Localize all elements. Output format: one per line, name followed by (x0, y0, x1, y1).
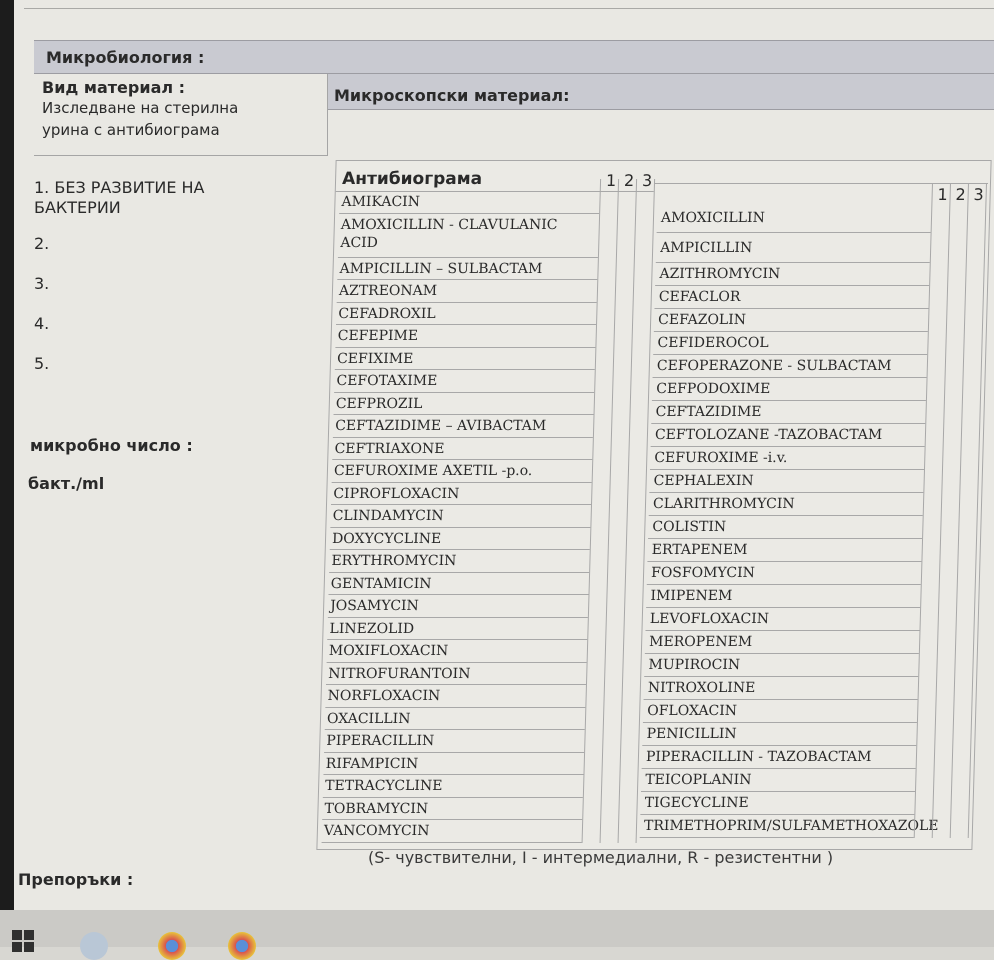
chrome-icon[interactable] (228, 932, 256, 960)
material-label: Вид материал : (42, 78, 186, 97)
microbial-count-label: микробно число : (30, 436, 193, 455)
screen-bezel (0, 0, 14, 947)
antibiotic-right-14: ERTAPENEM (647, 539, 922, 562)
antibiotic-left-6: CEFIXIME (335, 348, 596, 371)
antibiotic-left-9: CEFTAZIDIME – AVIBACTAM (333, 415, 594, 438)
windows-start-icon[interactable] (12, 930, 34, 952)
antibiotic-right-6: CEFOPERAZONE - SULBACTAM (653, 355, 928, 378)
right-col-divider (950, 183, 969, 838)
antibiotic-left-2: AMPICILLIN – SULBACTAM (337, 258, 598, 281)
antibiotic-right-22: PENICILLIN (642, 723, 917, 746)
lab-result-page (14, 0, 994, 910)
result-3: 3. (34, 274, 50, 293)
microscopy-header (328, 74, 994, 110)
antibiotic-right-5: CEFIDEROCOL (653, 332, 928, 355)
antibiotic-left-12: CIPROFLOXACIN (331, 483, 592, 506)
material-cell (34, 74, 328, 156)
antibiotic-right-19: MUPIROCIN (644, 654, 919, 677)
left-col-2-header: 2 (623, 171, 635, 190)
result-1-line1: 1. БЕЗ РАЗВИТИЕ НА (34, 178, 205, 197)
antibiotic-right-11: CEPHALEXIN (649, 470, 924, 493)
antibiotic-right-23: PIPERACILLIN - TAZOBACTAM (642, 746, 917, 769)
right-col-1-header: 1 (937, 185, 949, 204)
antibiotic-right-16: IMIPENEM (646, 585, 921, 608)
antibiotic-left-23: PIPERACILLIN (324, 730, 585, 753)
antibiogram-legend: (S- чувствителни, I - интермедиални, R - резистентни ) (368, 848, 834, 867)
antibiotic-left-16: GENTAMICIN (328, 573, 589, 596)
antibiotic-right-24: TEICOPLANIN (641, 769, 916, 792)
right-header-line (654, 183, 988, 184)
antibiotic-left-8: CEFPROZIL (334, 393, 595, 416)
antibiotic-left-21: NORFLOXACIN (325, 685, 586, 708)
antibiotic-left-14: DOXYCYCLINE (330, 528, 591, 551)
antibiotic-right-10: CEFUROXIME -i.v. (650, 447, 925, 470)
antibiotic-left-5: CEFEPIME (335, 325, 596, 348)
antibiotic-right-21: OFLOXACIN (643, 700, 918, 723)
left-col-3-header: 3 (641, 171, 653, 190)
left-header-line (336, 191, 654, 192)
chrome-icon[interactable] (158, 932, 186, 960)
antibiotic-left-11: CEFUROXIME AXETIL -p.o. (332, 460, 593, 483)
right-col-divider (968, 183, 987, 838)
antibiotic-right-9: CEFTOLOZANE -TAZOBACTAM (651, 424, 926, 447)
antibiotic-left-7: CEFOTAXIME (334, 370, 595, 393)
file-explorer-icon[interactable] (80, 932, 108, 960)
section-title: Микробиология : (46, 48, 205, 67)
antibiotic-right-0: AMOXICILLIN (657, 203, 932, 233)
antibiotic-right-18: MEROPENEM (645, 631, 920, 654)
antibiotic-left-1: AMOXICILLIN - CLAVULANIC ACID (338, 214, 599, 258)
antibiotic-right-4: CEFAZOLIN (654, 309, 929, 332)
microscopy-label: Микроскопски материал: (334, 86, 570, 105)
antibiotic-right-20: NITROXOLINE (644, 677, 919, 700)
antibiotic-left-25: TETRACYCLINE (323, 775, 584, 798)
antibiotic-left-22: OXACILLIN (325, 708, 586, 731)
antibiotic-right-8: CEFTAZIDIME (651, 401, 926, 424)
antibiotic-left-3: AZTREONAM (337, 280, 598, 303)
result-1-line2: БАКТЕРИИ (34, 198, 121, 217)
antibiotic-left-15: ERYTHROMYCIN (329, 550, 590, 573)
antibiotic-left-19: MOXIFLOXACIN (327, 640, 588, 663)
right-col-2-header: 2 (955, 185, 967, 204)
result-4: 4. (34, 314, 50, 333)
material-value-line2: урина с антибиограма (42, 121, 220, 139)
left-col-divider (618, 179, 638, 843)
antibiotic-left-10: CEFTRIAXONE (332, 438, 593, 461)
antibiotic-right-2: AZITHROMYCIN (655, 263, 930, 286)
antibiotic-left-17: JOSAMYCIN (328, 595, 589, 618)
left-col-divider (600, 179, 620, 843)
antibiotic-right-15: FOSFOMYCIN (647, 562, 922, 585)
antibiotic-left-4: CEFADROXIL (336, 303, 597, 326)
antibiotic-left-26: TOBRAMYCIN (322, 798, 583, 821)
recommendations-label: Препоръки : (18, 870, 134, 889)
antibiotic-left-13: CLINDAMYCIN (330, 505, 591, 528)
antibiotic-right-13: COLISTIN (648, 516, 923, 539)
antibiotic-right-1: AMPICILLIN (656, 233, 931, 263)
antibiotic-left-27: VANCOMYCIN (322, 820, 583, 843)
antibiotic-left-0: AMIKACIN (339, 191, 600, 214)
antibiotic-right-7: CEFPODOXIME (652, 378, 927, 401)
material-value-line1: Изследване на стерилна (42, 99, 239, 117)
antibiotic-left-18: LINEZOLID (327, 618, 588, 641)
antibiotic-left-20: NITROFURANTOIN (326, 663, 587, 686)
top-divider (24, 0, 994, 9)
bacteria-unit-label: бакт./ml (28, 474, 105, 493)
taskbar (0, 910, 994, 947)
result-5: 5. (34, 354, 50, 373)
antibiotic-right-17: LEVOFLOXACIN (645, 608, 920, 631)
antibiotic-right-12: CLARITHROMYCIN (649, 493, 924, 516)
antibiogram-table (316, 160, 991, 850)
antibiotic-left-24: RIFAMPICIN (323, 753, 584, 776)
antibiotic-right-26: TRIMETHOPRIM/SULFAMETHOXAZOLE (640, 815, 915, 838)
antibiogram-title: Антибиограма (341, 169, 483, 189)
antibiotic-right-25: TIGECYCLINE (640, 792, 915, 815)
right-col-divider (932, 183, 951, 838)
microbiology-section-header (34, 40, 994, 74)
right-col-3-header: 3 (973, 185, 985, 204)
left-col-1-header: 1 (605, 171, 617, 190)
result-2: 2. (34, 234, 50, 253)
antibiotic-right-3: CEFACLOR (654, 286, 929, 309)
